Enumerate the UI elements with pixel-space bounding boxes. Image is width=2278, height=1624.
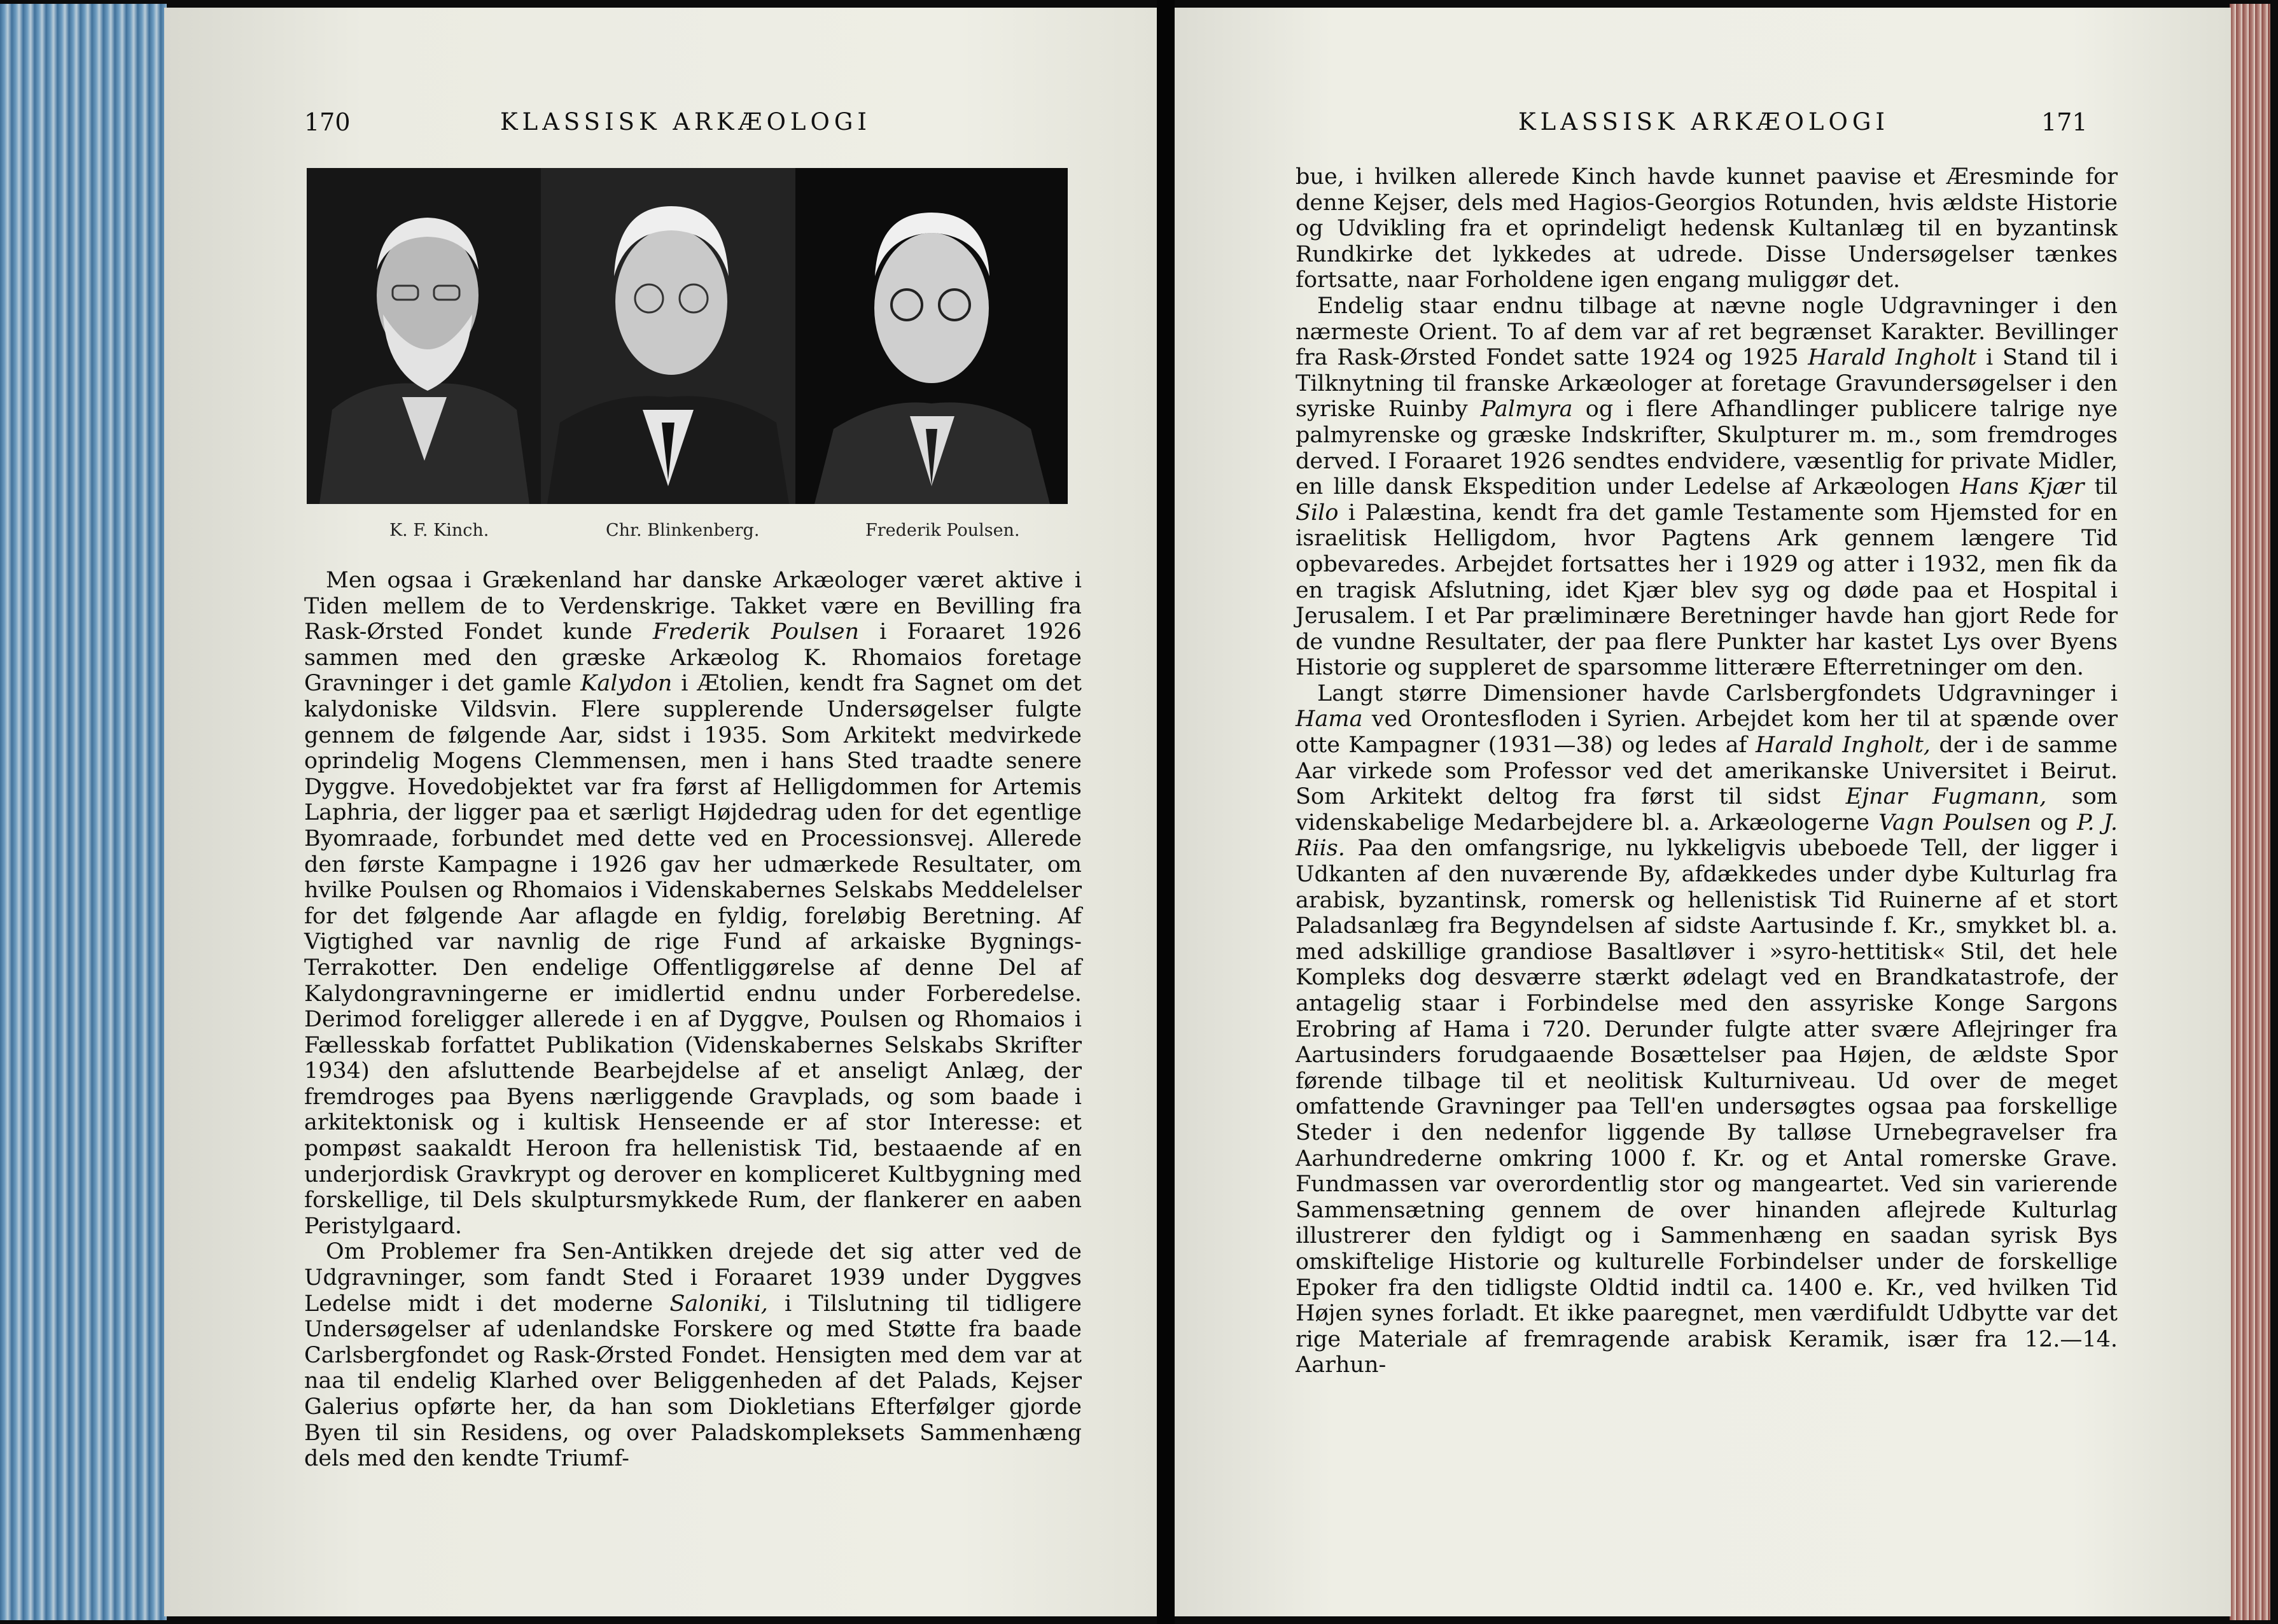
text-run: og (2031, 809, 2077, 836)
italic-name: Palmyra (1480, 396, 1573, 423)
text-run: Paa den omfangsrige, nu lykkeligvis ubeboede Tell, der ligger i Udkanten af den nuværende By, afdækkedes under dybe Kulturlag fra arabisk, byzantinsk, romersk og hellenistisk Tid Ruinerne af et stort Paladsanlæg fra Begyndelsen af sidste Aartusinde f. Kr., smykket bl. a. med adskillige grandiose Basaltløver i »syro-hettitisk« Stil, det hele Kompleks dog desværre stærkt ødelagt ved en Brandkatastrofe, der antagelig staar i Forbindelse med den assyriske Konge Sargons Erobring af Hama i 720. Derunder fulgte atter svære Aflejringer fra Aartusinders forudgaaende Bosættelser paa Højen, de ældste Spor førende tilbage til et neolitisk Kulturniveau. Ud over de meget omfattende Gravninger paa Tell'en undersøgtes ogsaa paa forskellige Steder i den nedenfor liggende By talløse Urnebegravelser fra Aarhundrederne omkring 1000 f. Kr. og et Antal romerske Grave. Fundmassen var overordentlig stor og mangeartet. Ved sin varierende Sammensætning gennem de over hinanden aflejrede Kulturlag illustrerer den fyldigt og i Sammenhæng en saadan syrisk Bys omskiftelige Historie og kulturelle Forbindelser under de forskellige Epoker fra den tidligste Oldtid indtil ca. 1400 e. Kr., ved hvilken Tid Højen synes forladt. Et ikke paaregnet, men værdifuldt Udbytte var det rige Materiale af fremragende arabisk Keramik, især fra 12.—14. Aarhun- (1296, 836, 2118, 1378)
book-edge-right (2230, 4, 2270, 1620)
right-page (1175, 8, 2231, 1616)
italic-name: Frederik Poulsen (652, 619, 860, 645)
text-run: i Palæstina, kendt fra det gamle Testamente som Hjemsted for en israelitisk Helligdom, hvor Pagtens Ark gennem længere Tid opbevaredes. Arbejdet fortsattes her i 1929 og atter i 1932, men fik da en tragisk Afslutning, idet Kjær blev syg og døde paa et Hospital i Jerusalem. I et Par præliminære Beretninger havde han gjort Rede for de vundne Resultater, der paa flere Punkter har kastet Lys over Byens Historie og suppleret de sparsomme litterære Efterretninger om den. (1296, 500, 2118, 681)
italic-name: Silo (1296, 500, 1339, 526)
text-run: som videnskabelige Medarbejdere bl. a. Arkæologerne (1296, 784, 2118, 836)
book-gutter (1157, 0, 1175, 1624)
portrait-blinkenberg (541, 168, 795, 504)
body-paragraph (304, 568, 1082, 1239)
left-body-text (304, 568, 1082, 1472)
text-run: i Ætolien, kendt fra Sagnet om det kalydoniske Vildsvin. Flere supplerende Undersøgelser fulgte gennem de følgende Aar, sidst i 1935. Som Arkitekt medvirkede oprindelig Mogens Clemmensen, men i hans Sted traadte senere Dyggve. Hovedobjektet var fra først af Helligdommen for Artemis Laphria, der ligger paa et særligt Højdedrag uden for det egentlige Byomraade, forbundet med dette ved en Processionsvej. Allerede den første Kampagne i 1926 gav her udmærkede Resultater, om hvilke Poulsen og Rhomaios i Videnskabernes Selskabs Meddelelser for det følgende Aar aflagde en fyldig, foreløbig Beretning. Af Vigtighed var navnlig de rige Fund af arkaiske Bygnings-Terrakotter. Den endelige Offentliggørelse af denne Del af Kalydongravningerne er imidlertid endnu under Forberedelse. Derimod foreligger allerede i en af Dyggve, Poulsen og Rhomaios i Fællesskab forfattet Publikation (Videnskabernes Selskabs Skrifter 1934) den afsluttende Bearbejdelse af et anseligt Anlæg, der fremdroges paa Byens nærliggende Gravplads, og som baade i arkitektonisk og i kultisk Henseende er af stor Interesse: et pompøst saakaldt Heroon fra hellenistisk Tid, bestaaende af en underjordisk Gravkrypt og derover en kompliceret Kultbygning med forskellige, til Dels skulptursmykkede Rum, der flankerer en aaben Peristylgaard. (304, 671, 1082, 1239)
running-head-right: KLASSISK ARKÆOLOGI (1518, 108, 1890, 136)
text-run: til (2084, 474, 2118, 500)
text-run: Endelig staar endnu tilbage at nævne nogle Udgravninger i den nærmeste Orient. To af dem var af ret begrænset Karakter. Bevillinger fra Rask-Ørsted Fondet satte 1924 og 1925 (1296, 293, 2118, 371)
right-body-text (1296, 164, 2118, 1378)
text-run: Men ogsaa i Grækenland har danske Arkæologer været aktive i Tiden mellem de to Verdenskrige. Takket være en Bevilling fra Rask-Ørsted Fondet kunde (304, 568, 1082, 645)
caption-poulsen: Frederik Poulsen. (865, 521, 1020, 540)
italic-name: Hans Kjær (1960, 474, 2085, 500)
text-run: bue, i hvilken allerede Kinch havde kunnet paavise et Æresminde for denne Kejser, dels med Hagios-Georgios Rotunden, hvis ældste Historie og Udvikling fra et oprindeligt hedensk Kultanlæg til en byzantinsk Rundkirke det lykkedes at udrede. Disse Undersøgelser tænkes fortsatte, naar Forholdene igen engang muliggør det. (1296, 164, 2118, 293)
page-number-left: 170 (304, 108, 351, 136)
running-head-left: KLASSISK ARKÆOLOGI (500, 108, 872, 136)
text-run: der i de samme Aar virkede som Professor ved det amerikanske Universitet i Beirut. Som Arkitekt deltog fra først til sidst (1296, 732, 2118, 810)
text-run: Om Problemer fra Sen-Antikken drejede det sig atter ved de Udgravninger, som fandt Sted i Foraaret 1939 under Dyggves Ledelse midt i det moderne (304, 1239, 1082, 1317)
italic-name: Kalydon (580, 671, 673, 697)
text-run: i Tilslutning til tidligere Undersøgelser af udenlandske Forskere og med Støtte fra baade Carlsbergfondet og Rask-Ørsted Fondet. Hensigten med dem var at naa til endelig Klarhed over Beliggenheden af det Palads, Kejser Galerius opførte her, da han som Diokletians Efterfølger gjorde Byen til sin Residens, og over Paladskompleksets Sammenhæng dels med den kendte Triumf- (304, 1291, 1082, 1472)
italic-name: Harald Ingholt, (1756, 732, 1931, 759)
left-page (164, 8, 1157, 1616)
text-run: og i flere Afhandlinger publicere talrige nye palmyrenske og græske Indskrifter, Skulpturer m. m., som fremdroges derved. I Foraaret 1926 sendtes endvidere, væsentlig for private Midler, en lille dansk Ekspedition under Ledelse af Arkæologen (1296, 396, 2118, 500)
body-paragraph (1296, 293, 2118, 681)
italic-name: Harald Ingholt (1808, 345, 1977, 371)
photo-captions (307, 521, 1068, 546)
italic-name: Saloniki, (669, 1291, 768, 1317)
book-edge-left (0, 4, 167, 1620)
portrait-poulsen (795, 168, 1068, 504)
portrait-kinch (307, 168, 541, 504)
italic-name: P. J. Riis. (1296, 809, 2118, 862)
caption-kinch: K. F. Kinch. (389, 521, 489, 540)
italic-name: Ejnar Fugmann, (1845, 784, 2047, 810)
text-run: Langt større Dimensioner havde Carlsbergfondets Udgravninger i (1317, 680, 2118, 706)
text-run: i Stand til i Tilknytning til franske Arkæologer at foretage Gravundersøgelser i den syriske Ruinby (1296, 345, 2118, 423)
body-paragraph (1296, 164, 2118, 293)
italic-name: Hama (1296, 706, 1363, 732)
page-number-right: 171 (2041, 108, 2088, 136)
body-paragraph (1296, 681, 2118, 1378)
text-run: i Foraaret 1926 sammen med den græske Arkæolog K. Rhomaios foretage Gravninger i det gamle (304, 619, 1082, 697)
italic-name: Vagn Poulsen (1878, 809, 2032, 836)
portrait-photos (307, 168, 1068, 504)
caption-blinkenberg: Chr. Blinkenberg. (606, 521, 760, 540)
text-run: ved Orontesfloden i Syrien. Arbejdet kom her til at spænde over otte Kampagner (1931—38) og ledes af (1296, 706, 2118, 759)
body-paragraph (304, 1239, 1082, 1471)
